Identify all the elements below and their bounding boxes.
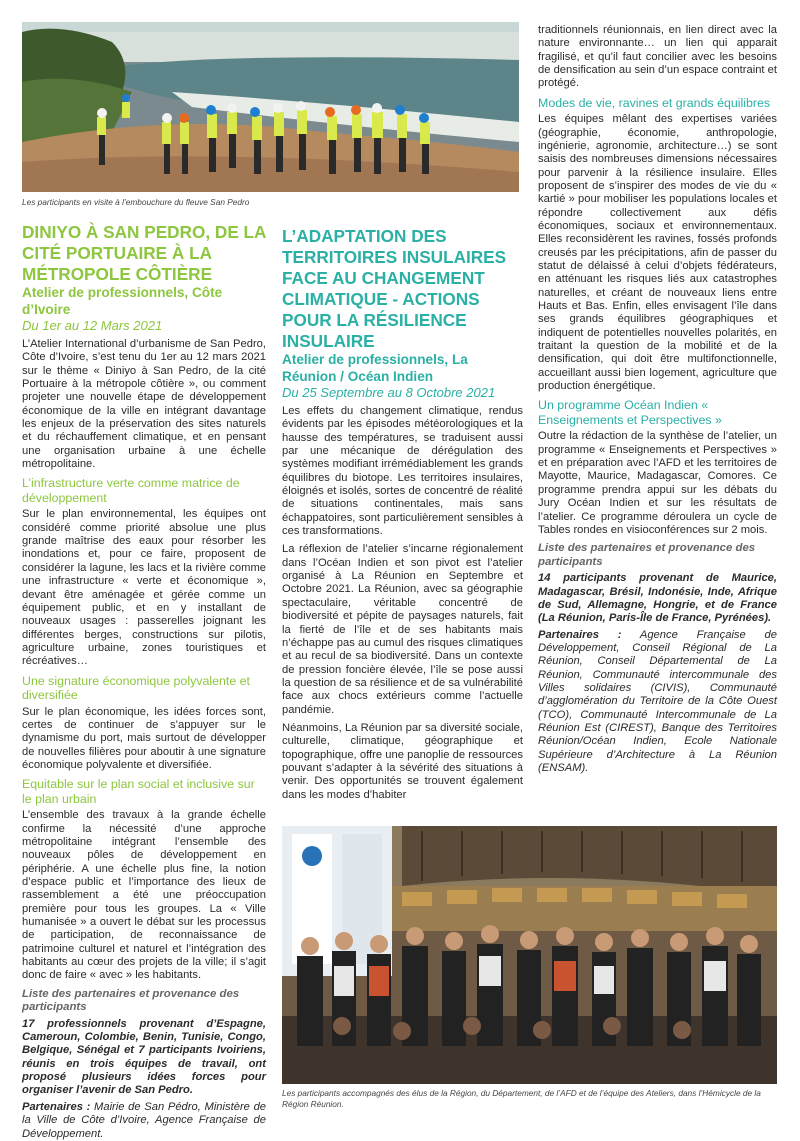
partners-value: Mairie de San Pédro, Ministère de la Ville de Côte d’Ivoire, Agence Française de Développement. bbox=[22, 1100, 267, 1140]
article-paragraph-continued: traditionnels réunionnais, en lien direct avec la nature environnante… un lien qui apparait fragilisé, et qu’il faut concilier avec les besoins de densification au sein d’un espace contraint et protégé. bbox=[538, 24, 777, 90]
section-heading: L’infrastructure verte comme matrice de développement bbox=[22, 476, 240, 505]
partners-text bbox=[22, 1101, 266, 1141]
article-subtitle: Atelier de professionnels, Côte d’Ivoire bbox=[22, 285, 223, 317]
article-date: Du 25 Septembre au 8 Octobre 2021 bbox=[282, 385, 496, 400]
article-paragraph: Les effets du changement climatique, rendus évidents par les épisodes météorologiques et la hausse des températures, se traduisent aussi par une mécanique de dérégulation des systèmes modifiant irrémédiablement les grands équilibres du biotope. Les territoires insulaires, éloignés et isolés, sortes de concentré de réalité de situations continentales, mais sans échappatoires, sont particulièrement sensibles à ces transformations. bbox=[282, 405, 523, 538]
partners-list-heading: Liste des partenaires et provenance des participants bbox=[22, 987, 240, 1014]
photo-caption: Les participants en visite à l’embouchure du fleuve San Pedro bbox=[22, 197, 250, 207]
article-title: L’ADAPTATION DES TERRITOIRES INSULAIRES FACE AU CHANGEMENT CLIMATIQUE - ACTIONS POUR LA RÉSILIENCE INSULAIRE bbox=[282, 226, 507, 351]
partners-list-heading: Liste des partenaires et provenance des participants bbox=[538, 542, 756, 568]
partners-text bbox=[538, 629, 777, 776]
partners-label: Partenaires : bbox=[22, 1100, 91, 1113]
section-text: Sur le plan économique, les idées forces sont, certes de continuer de s’appuyer sur le dynamisme du port, mais surtout de développer de nouvelles filières pour aboutir à une signature économique polyvalente et diversifiée. bbox=[22, 705, 266, 771]
article-subtitle: Atelier de professionnels, La Réunion / Océan Indien bbox=[282, 352, 468, 384]
partners-label: Partenaires : bbox=[538, 628, 622, 641]
article-paragraph: Néanmoins, La Réunion par sa diversité sociale, culturelle, climatique, géographique et topographique, offre une panoplie de ressources pouvant s’adapter à la sévérité des situations à venir. Des opportunités se trouvent également dans les modes d’habiter bbox=[282, 721, 523, 801]
column-reunion bbox=[282, 226, 523, 802]
photo-beach-visit bbox=[22, 22, 519, 192]
column-san-pedro bbox=[22, 222, 266, 1141]
section-heading: Une signature économique polyvalente et diversifiée bbox=[22, 673, 250, 703]
photo-caption: Les participants accompagnés des élus de la Région, du Département, de l’AFD et de l’équipe des Ateliers, dans l’Hémicycle de la Région Réunion. bbox=[282, 1088, 761, 1109]
photo-group-hemicycle bbox=[282, 826, 777, 1084]
participants-text: 17 professionnels provenant d’Espagne, Cameroun, Colombie, Benin, Tunisie, Congo, Belgique, Sénégal et 7 participants Ivoiriens, réunis en trois équipes de travail, ont proposé plusieurs idées forces pour organiser l’avenir de San Pedro. bbox=[22, 1017, 266, 1097]
section-heading: Modes de vie, ravines et grands équilibres bbox=[538, 95, 771, 110]
partners-value: Agence Française de Développement, Conseil Régional de La Réunion, Conseil Départemental de La Réunion, Communauté intercommunale des Villes solidaires (CIVIS), Communauté d’agglomération du Territoire de la Côte Ouest (TCO), Communauté Intercommunale de La Réunion Est (CIREST), Banque des Territoires Réunion/Océan Indien, Ecole Nationale Supérieure d’Architecture à La Réunion (ENSAM). bbox=[538, 628, 777, 774]
column-reunion-continued bbox=[538, 24, 777, 775]
section-text: Sur le plan environnemental, les équipes ont considéré comme priorité absolue une plus grande maîtrise des eaux pour résorber les inondations et, pour ce faire, proposent de considérer la lagune, les lacs et la rivière comme une infrastructure « verte et économique », devant être aménagée et gérée comme un équipement public, et en y installant de nouveaux usages : passerelles joignant les différentes berges, constructions sur pilotis, agriculture urbaine, zones touristiques et récréatives… bbox=[22, 508, 266, 668]
section-text: Outre la rédaction de la synthèse de l’atelier, un programme « Enseignements et Perspectives » et en préparation avec l’AFD et les territoires de Mayotte, Maurice, Madagascar, Comores. Ce programme prendra appui sur les débats du Jury Océan Indien et sur les résultats de l’atelier. Ce programme déroulera un cycle de Tables rondes en visioconférences sur 2 mois. bbox=[538, 430, 777, 536]
section-text: L’ensemble des travaux à la grande échelle confirme la nécessité d’une approche métropolitaine intégrant l’ensemble des nouveaux pôles de développement en périphérie. A une échelle plus fine, la notion d’espace public et l’importance des lieux de rassemblement a été une préoccupation première pour tous les groupes. La « Ville humanisée » a ouvert le débat sur les processus de participation, de reconnaissance de patrimoine culturel et naturel et l’intégration des habitants au cœur des projets de la ville; il s’agit donc de faire « avec » les habitants. bbox=[22, 809, 266, 982]
article-title: DINIYO À SAN PEDRO, DE LA CITÉ PORTUAIRE À LA MÉTROPOLE CÔTIÈRE bbox=[22, 222, 266, 284]
section-heading: Un programme Océan Indien « Enseignements et Perspectives » bbox=[538, 398, 722, 427]
article-paragraph: La réflexion de l’atelier s’incarne régionalement dans l’Océan Indien et son pivot est l’atelier organisé à La Réunion en Septembre et Octobre 2021. La Réunion, avec sa géographie spectaculaire, véritable concentré de biodiversité et pépite de paysages naturels, fait la fierté de l’île et de ses habitants mais n’échappe pas au cumul des risques climatiques et au recul de sa biodiversité. Dans un contexte de pression foncière élevée, l’île se pose aussi la question de sa résilience et de sa vulnérabilité face aux chocs extérieurs comme l’actuelle pandémie. bbox=[282, 543, 523, 716]
participants-text: 14 participants provenant de Maurice, Madagascar, Brésil, Indonésie, Inde, Afrique de Sud, Allemagne, Hongrie, et de France (La Réunion, Paris-Île de France, Pyrénées). bbox=[538, 572, 777, 625]
section-text: Les équipes mêlant des expertises variées (géographie, économie, anthropologie, ingénierie, agronomie, architecture…) se sont saisis des nombreuses dimensions nécessaires pour parvenir à la résilience insulaire. Elles proposent de s’inspirer des modes de vie du « kartié » pour mobiliser les populations locales et répondre collectivement aux défis économiques, sociaux et environnementaux. Elles reconsidèrent les ravines, fossés profonds creusés par les précipitations, afin de passer du statut de délaissé à celui d’objets fédérateurs, en atténuant les risques liés aux catastrophes naturelles, et créant de nouveaux liens entre Hauts et Bas. Enfin, elles envisagent l’île dans ses grands équilibres géographiques et indiquent de potentielles nouvelles polarités, en traitant la question de la mobilité et de la densification, qui doit être multifonctionnelle, accueillant aussi bien logement, agriculture que production énergétique. bbox=[538, 113, 777, 393]
section-heading: Equitable sur le plan social et inclusive sur le plan urbain bbox=[22, 777, 255, 806]
article-date: Du 1er au 12 Mars 2021 bbox=[22, 318, 163, 333]
article-intro: L’Atelier International d’urbanisme de San Pedro, Côte d’Ivoire, s’est tenu du 1er au 12 mars 2021 sur le thème « Diniyo à San Pedro, de la cité Portuaire à la métropole côtière », ou comment projeter une nouvelle étape de développement économique de la ville en intégrant davantage les enjeux de la préservation des sites naturels et du réchauffement climatique, et en pensant une organisation urbaine à une échelle métropolitaine. bbox=[22, 338, 266, 471]
